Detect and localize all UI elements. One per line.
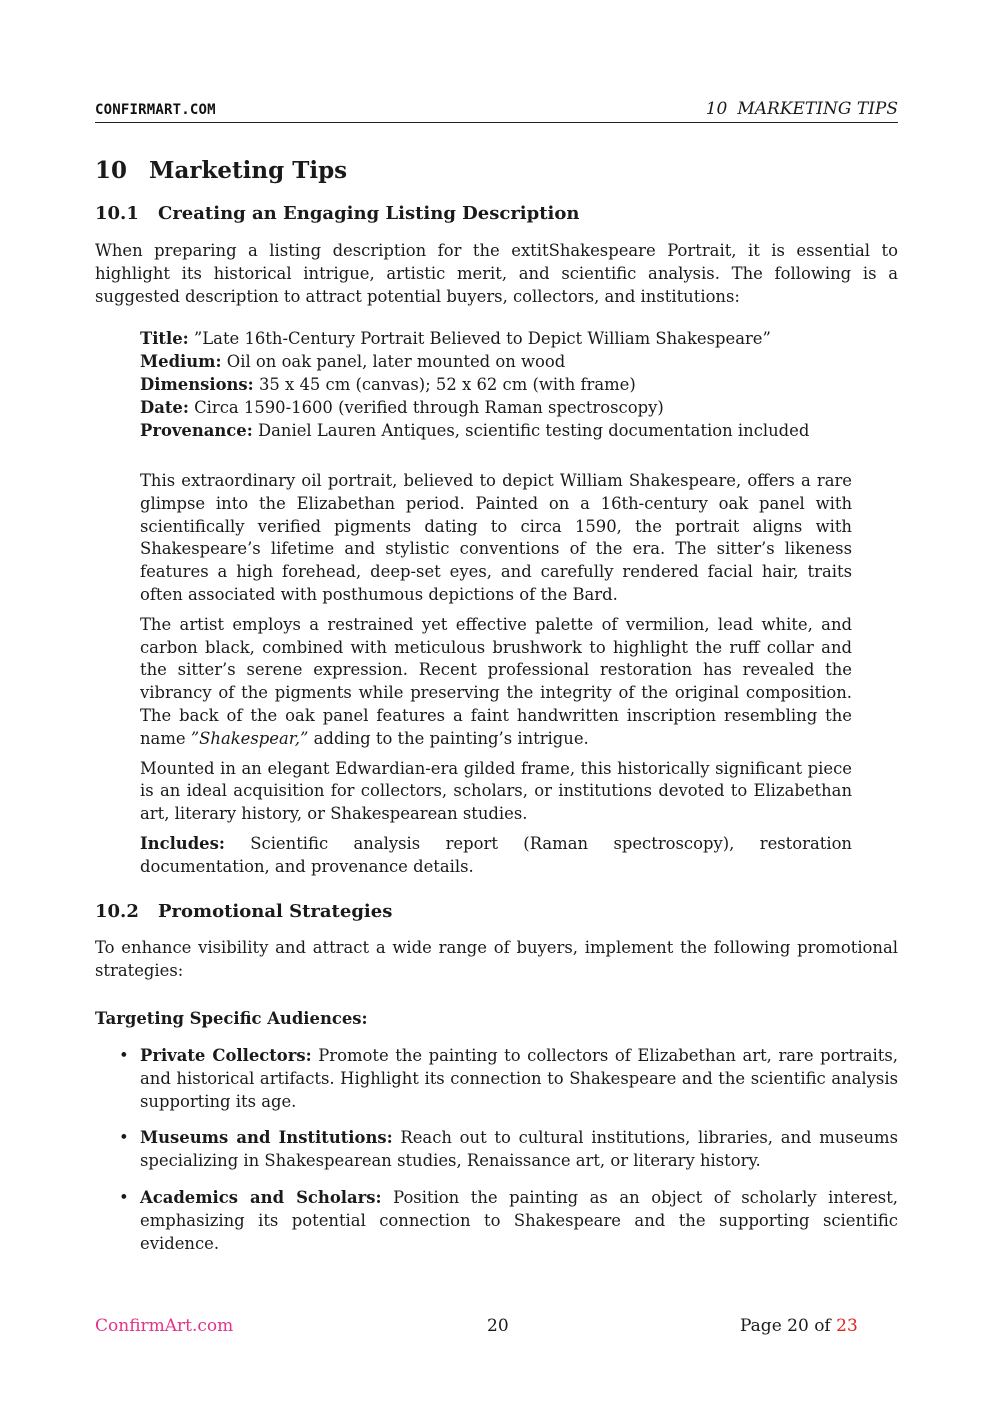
section-title: Marketing Tips [149, 157, 348, 184]
description-p2-text: The artist employs a restrained yet effective palette of vermilion, lead white, and carbon black, combined with meticulous brushwork to highlight the ruff collar and the sitter’s serene expression. Recent professional restoration has revealed the vibrancy of the pigments while preserving the integrity of the original composition. The back of the oak panel features a faint handwritten inscription resembling the name [140, 614, 852, 748]
audiences-list [95, 1045, 898, 1269]
audience-label: Private Collectors: [140, 1046, 312, 1065]
subsection-number: 10.2 [95, 901, 139, 922]
detail-row-date [140, 396, 852, 419]
running-header-section [706, 99, 898, 119]
audience-text: Promote the painting to collectors of Elizabethan art, rare portraits, and historical artifacts. Highlight its connection to Shakespeare and the scientific analysis supporting its age. [140, 1046, 898, 1111]
list-item [95, 1127, 898, 1173]
detail-value: 35 x 45 cm (canvas); 52 x 62 cm (with frame) [258, 375, 636, 394]
detail-row-medium [140, 350, 852, 373]
listing-intro-paragraph [95, 240, 898, 308]
audience-label: Museums and Institutions: [140, 1128, 393, 1148]
bullet-icon: • [119, 1187, 129, 1207]
audience-text: Position the painting as an object of scholarly interest, emphasizing its potential connection to Shakespeare and the supporting scientific evidence. [140, 1187, 898, 1253]
detail-row-title [140, 327, 852, 350]
footer-total-pages-link[interactable]: 23 [836, 1316, 858, 1336]
footer-page-label: Page 20 of [740, 1316, 831, 1336]
list-item [95, 1045, 898, 1113]
list-item [95, 1187, 898, 1255]
listing-details [140, 327, 852, 442]
footer-site-link[interactable]: ConfirmArt.com [95, 1316, 234, 1336]
footer-page-count [740, 1316, 858, 1336]
section-number: 10 [95, 157, 128, 184]
logo-text: CONFIRMART.COM [95, 102, 216, 118]
listing-intro-text: When preparing a listing description for the extitShakespeare Portrait, it is essential to highlight its historical intrigue, artistic merit, and scientific analysis. The following is a suggested description to attract potential buyers, collectors, and institutions: [95, 241, 898, 306]
includes-text: Scientific analysis report (Raman spectroscopy), restoration documentation, and provenance details. [140, 833, 852, 876]
detail-value: Circa 1590-1600 (verified through Raman spectroscopy) [194, 398, 664, 417]
detail-value: ”Late 16th-Century Portrait Believed to Depict William Shakespeare” [193, 329, 771, 348]
running-header-title: MARKETING TIPS [737, 99, 898, 119]
detail-row-dimensions [140, 373, 852, 396]
description-paragraph-3: Mounted in an elegant Edwardian-era gilded frame, this historically significant piece is an ideal acquisition for collectors, scholars, or institutions devoted to Elizabethan art, literary history, or Shakespearean studies. [140, 758, 852, 824]
listing-description [140, 470, 852, 886]
subsection-heading-listing [95, 203, 579, 224]
inscription-name: ”Shakespear,” [190, 728, 309, 748]
footer-page-number: 20 [487, 1316, 509, 1336]
audiences-heading: Targeting Specific Audiences: [95, 1009, 368, 1028]
detail-label: Dimensions: [140, 375, 254, 394]
description-paragraph-1: This extraordinary oil portrait, believed to depict William Shakespeare, offers a rare glimpse into the Elizabethan period. Painted on a 16th-century oak panel with scientifically verified pigments dating to circa 1590, the portrait aligns with Shakespeare’s lifetime and stylistic conventions of the era. The sitter’s likeness features a high forehead, deep-set eyes, and carefully rendered facial hair, traits often associated with posthumous depictions of the Bard. [140, 471, 852, 604]
detail-label: Medium: [140, 352, 222, 371]
description-p2-end: adding to the painting’s intrigue. [313, 728, 589, 748]
detail-value: Daniel Lauren Antiques, scientific testing documentation included [257, 421, 810, 440]
audience-text: Reach out to cultural institutions, libraries, and museums specializing in Shakespearean studies, Renaissance art, or literary history. [140, 1128, 898, 1171]
running-header [95, 98, 898, 123]
subsection-title: Creating an Engaging Listing Description [158, 203, 580, 224]
running-header-number: 10 [705, 99, 728, 119]
detail-row-provenance [140, 419, 852, 442]
detail-label: Title: [140, 329, 189, 348]
section-heading [95, 157, 347, 184]
detail-value: Oil on oak panel, later mounted on wood [226, 352, 566, 371]
audience-label: Academics and Scholars: [140, 1187, 382, 1207]
promotion-intro-paragraph [95, 937, 898, 983]
subsection-number: 10.1 [95, 203, 139, 224]
bullet-icon: • [119, 1046, 129, 1065]
description-paragraph-2 [140, 614, 852, 751]
includes-paragraph [140, 833, 852, 879]
bullet-icon: • [119, 1128, 129, 1148]
includes-label: Includes: [140, 833, 225, 853]
promotion-intro-text: To enhance visibility and attract a wide range of buyers, implement the following promotional strategies: [95, 938, 898, 980]
detail-label: Date: [140, 398, 189, 417]
detail-label: Provenance: [140, 421, 253, 440]
subsection-heading-promotion [95, 901, 392, 922]
subsection-title: Promotional Strategies [158, 901, 393, 922]
site-logo [95, 102, 216, 118]
